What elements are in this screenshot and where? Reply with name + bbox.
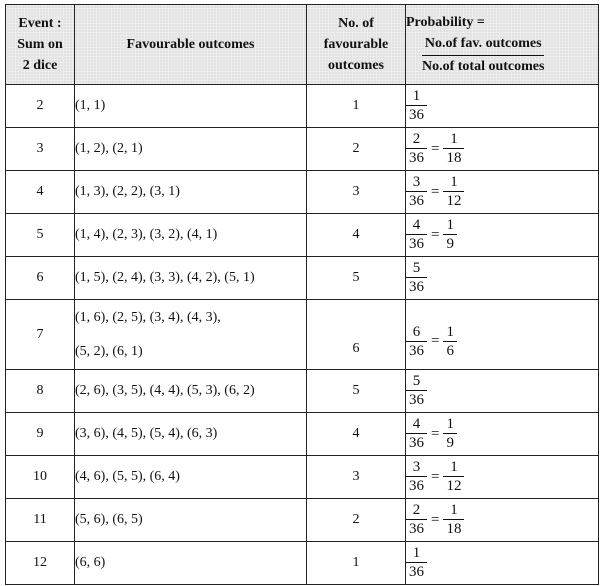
simplified-fraction <box>443 131 464 167</box>
probability-fraction-numerator: 4 <box>406 416 427 434</box>
equals-sign: = <box>431 140 440 157</box>
simplified-fraction-denominator: 9 <box>446 435 454 451</box>
probability-fraction <box>406 88 427 124</box>
probability-fraction-numerator: 5 <box>406 373 427 391</box>
event-cell: 5 <box>6 214 75 257</box>
outcomes-line: (1, 6), (2, 5), (3, 4), (4, 3), <box>75 309 221 325</box>
simplified-fraction-denominator: 18 <box>446 150 462 166</box>
probability-fraction <box>406 373 427 409</box>
table-row <box>6 456 599 499</box>
simplified-fraction <box>443 459 464 495</box>
probability-cell <box>406 542 599 585</box>
event-cell: 8 <box>6 370 75 413</box>
count-header <box>307 5 406 85</box>
table-row <box>6 542 599 585</box>
equals-sign: = <box>431 226 440 243</box>
event-header-line: 2 dice <box>22 58 58 73</box>
probability-fraction-denominator: 36 <box>409 279 424 295</box>
count-cell: 2 <box>307 128 406 171</box>
probability-formula-numerator: No.of fav. outcomes <box>422 33 544 56</box>
table-row <box>6 300 599 370</box>
probability-fraction-numerator: 3 <box>406 459 427 477</box>
probability-cell <box>406 257 599 300</box>
simplified-fraction <box>443 324 457 360</box>
event-cell: 3 <box>6 128 75 171</box>
probability-fraction-denominator: 36 <box>409 193 424 209</box>
equals-sign: = <box>431 425 440 442</box>
simplified-fraction-denominator: 12 <box>446 193 462 209</box>
outcomes-cell: (1, 1) <box>75 85 307 128</box>
probability-fraction <box>406 217 427 253</box>
count-cell: 4 <box>307 413 406 456</box>
probability-fraction-denominator: 36 <box>409 236 424 252</box>
probability-fraction-denominator: 36 <box>409 478 424 494</box>
probability-fraction-numerator: 6 <box>406 324 427 342</box>
equals-sign: = <box>431 468 440 485</box>
table-row <box>6 413 599 456</box>
probability-fraction-numerator: 2 <box>406 502 427 520</box>
probability-fraction-denominator: 36 <box>409 521 424 537</box>
count-cell: 3 <box>307 171 406 214</box>
probability-fraction-numerator: 3 <box>406 174 427 192</box>
outcomes-cell: (6, 6) <box>75 542 307 585</box>
equals-sign: = <box>431 333 440 349</box>
table-row <box>6 85 599 128</box>
count-cell: 5 <box>307 370 406 413</box>
table-row <box>6 171 599 214</box>
event-cell: 10 <box>6 456 75 499</box>
probability-cell <box>406 413 599 456</box>
probability-fraction <box>406 324 427 360</box>
probability-cell <box>406 300 599 370</box>
event-cell: 12 <box>6 542 75 585</box>
equals-sign: = <box>431 183 440 200</box>
probability-fraction-numerator: 1 <box>406 545 427 563</box>
probability-fraction <box>406 260 427 296</box>
probability-cell <box>406 214 599 257</box>
probability-fraction <box>406 459 427 495</box>
table-row <box>6 499 599 542</box>
outcomes-header: Favourable outcomes <box>75 5 307 85</box>
simplified-fraction <box>443 174 464 210</box>
simplified-fraction <box>443 416 457 452</box>
probability-fraction <box>406 545 427 581</box>
probability-fraction-denominator: 36 <box>409 435 424 451</box>
probability-cell <box>406 456 599 499</box>
probability-fraction <box>406 131 427 167</box>
outcomes-cell: (5, 6), (6, 5) <box>75 499 307 542</box>
probability-fraction <box>406 502 427 538</box>
outcomes-cell <box>75 300 307 370</box>
probability-cell <box>406 370 599 413</box>
probability-fraction-denominator: 36 <box>409 150 424 166</box>
outcomes-cell: (4, 6), (5, 5), (6, 4) <box>75 456 307 499</box>
outcomes-cell: (1, 4), (2, 3), (3, 2), (4, 1) <box>75 214 307 257</box>
count-cell: 3 <box>307 456 406 499</box>
simplified-fraction-denominator: 9 <box>446 236 454 252</box>
simplified-fraction-numerator: 1 <box>443 324 457 342</box>
equals-sign: = <box>431 511 440 528</box>
event-cell: 9 <box>6 413 75 456</box>
simplified-fraction-numerator: 1 <box>443 217 457 235</box>
probability-cell <box>406 128 599 171</box>
event-cell: 4 <box>6 171 75 214</box>
simplified-fraction-numerator: 1 <box>443 502 464 520</box>
event-cell: 6 <box>6 257 75 300</box>
table-row <box>6 128 599 171</box>
outcomes-line: (5, 2), (6, 1) <box>75 343 143 359</box>
count-header-line: favourable <box>323 37 389 52</box>
simplified-fraction-numerator: 1 <box>443 174 464 192</box>
probability-cell <box>406 171 599 214</box>
probability-fraction-denominator: 36 <box>409 107 424 123</box>
probability-fraction <box>406 174 427 210</box>
probability-fraction <box>406 416 427 452</box>
outcomes-cell: (1, 3), (2, 2), (3, 1) <box>75 171 307 214</box>
simplified-fraction <box>443 502 464 538</box>
outcomes-cell: (3, 6), (4, 5), (5, 4), (6, 3) <box>75 413 307 456</box>
probability-cell <box>406 85 599 128</box>
count-cell: 1 <box>307 542 406 585</box>
probability-fraction-numerator: 1 <box>406 88 427 106</box>
simplified-fraction <box>443 217 457 253</box>
probability-title: Probability = <box>406 15 485 30</box>
table-row <box>6 370 599 413</box>
probability-fraction-numerator: 4 <box>406 217 427 235</box>
count-cell: 4 <box>307 214 406 257</box>
count-cell: 6 <box>307 300 406 370</box>
probability-table <box>5 4 599 585</box>
simplified-fraction-denominator: 18 <box>446 521 462 537</box>
event-cell: 7 <box>6 300 75 370</box>
event-cell: 2 <box>6 85 75 128</box>
event-header <box>6 5 75 85</box>
probability-formula <box>422 33 544 77</box>
table-row <box>6 257 599 300</box>
event-header-line: Event : <box>18 16 62 31</box>
probability-fraction-numerator: 2 <box>406 131 427 149</box>
count-cell: 2 <box>307 499 406 542</box>
count-header-line: No. of <box>338 16 374 31</box>
simplified-fraction-numerator: 1 <box>443 131 464 149</box>
table-row <box>6 214 599 257</box>
probability-fraction-denominator: 36 <box>409 342 424 359</box>
probability-cell <box>406 499 599 542</box>
event-cell: 11 <box>6 499 75 542</box>
outcomes-cell: (2, 6), (3, 5), (4, 4), (5, 3), (6, 2) <box>75 370 307 413</box>
probability-formula-denominator: No.of total outcomes <box>422 59 545 74</box>
header-row <box>6 5 599 85</box>
probability-header <box>406 5 599 85</box>
count-cell: 5 <box>307 257 406 300</box>
probability-fraction-denominator: 36 <box>409 392 424 408</box>
outcomes-cell: (1, 5), (2, 4), (3, 3), (4, 2), (5, 1) <box>75 257 307 300</box>
count-header-line: outcomes <box>328 58 384 73</box>
simplified-fraction-numerator: 1 <box>443 416 457 434</box>
outcomes-cell: (1, 2), (2, 1) <box>75 128 307 171</box>
probability-fraction-denominator: 36 <box>409 564 424 580</box>
simplified-fraction-denominator: 12 <box>446 478 462 494</box>
simplified-fraction-denominator: 6 <box>446 342 454 359</box>
simplified-fraction-numerator: 1 <box>443 459 464 477</box>
event-header-line: Sum on <box>17 37 63 52</box>
count-cell: 1 <box>307 85 406 128</box>
probability-fraction-numerator: 5 <box>406 260 427 278</box>
